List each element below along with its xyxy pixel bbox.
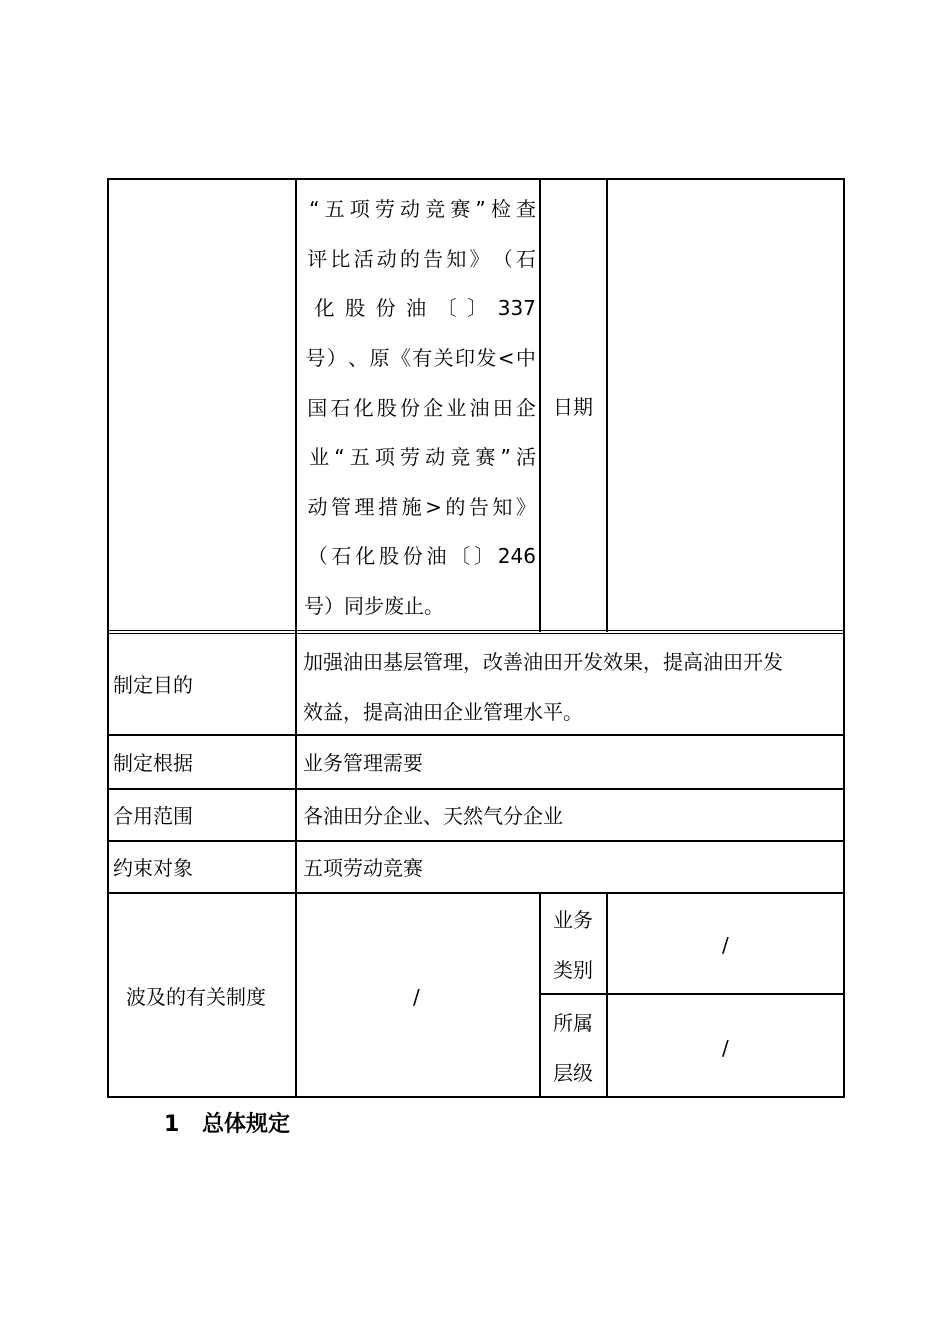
basis-value: 业务管理需要 [303, 751, 423, 775]
object-value: 五项劳动竞赛 [303, 856, 423, 880]
abolished-notice-line-7: 动 管 理 措 施 > 的 告 知 》 [307, 495, 536, 519]
row-divider-purpose [107, 734, 845, 736]
related-regulations-label: 波及的有关制度 [126, 985, 266, 1009]
date-label: 日期 [553, 395, 593, 419]
abolished-notice-line-6: 业 “ 五 项 劳 动 竞 赛 ” 活 [309, 445, 536, 469]
category-label-line-2: 类别 [553, 958, 593, 982]
purpose-value-line-2: 效益，提高油田企业管理水平。 [303, 700, 583, 724]
basis-label: 制定根据 [113, 751, 193, 775]
column-divider-1 [295, 178, 297, 1098]
related-regulations-value: / [413, 985, 420, 1009]
purpose-label: 制定目的 [113, 673, 193, 697]
abolished-notice-line-5: 国 石 化 股 份 企 业 油 田 企 [307, 396, 536, 420]
section-heading [164, 1112, 290, 1138]
abolished-notice-line-1: “ 五 项 劳 动 竞 赛 ” 检 查 [309, 197, 536, 221]
abolished-notice-line-9: 号）同步废止。 [304, 594, 444, 618]
section-title: 总体规定 [202, 1112, 291, 1137]
scope-label: 合用范围 [113, 804, 193, 828]
row-divider-scope [107, 840, 845, 842]
column-divider-2-top [539, 178, 541, 632]
level-label-line-1: 所属 [553, 1011, 593, 1035]
abolished-notice-line-2: 评 比 活 动 的 告 知 》 （ 石 [307, 247, 536, 271]
abolished-notice-line-3: 化 股 份 油 〔 〕 337 [314, 296, 536, 320]
section-number: 1 [164, 1112, 180, 1137]
category-label-line-1: 业务 [553, 908, 593, 932]
table-border-right [843, 178, 845, 1098]
row-divider-top-b [107, 633, 845, 634]
category-value: / [722, 933, 729, 957]
row-divider-basis [107, 788, 845, 790]
object-label: 约束对象 [113, 856, 193, 880]
level-label-line-2: 层级 [553, 1061, 593, 1085]
scope-value: 各油田分企业、天然气分企业 [303, 804, 563, 828]
column-divider-3-bottom [606, 892, 608, 1098]
abolished-notice-line-8: （ 石 化 股 份 油 〔 〕 246 [307, 544, 536, 568]
level-value: / [722, 1036, 729, 1060]
purpose-value-line-1: 加强油田基层管理，改善油田开发效果，提高油田开发 [303, 650, 783, 674]
column-divider-2-bottom [539, 892, 541, 1098]
row-divider-inner [539, 993, 845, 995]
column-divider-3-top [606, 178, 608, 632]
row-divider-object [107, 892, 845, 894]
abolished-notice-line-4: 号 ） 、 原 《 有 关 印 发 < 中 [305, 346, 536, 370]
table-border-bottom [107, 1096, 845, 1098]
table-border-top [107, 178, 845, 180]
table-border-left [107, 178, 109, 1098]
row-divider-top-a [107, 630, 845, 631]
